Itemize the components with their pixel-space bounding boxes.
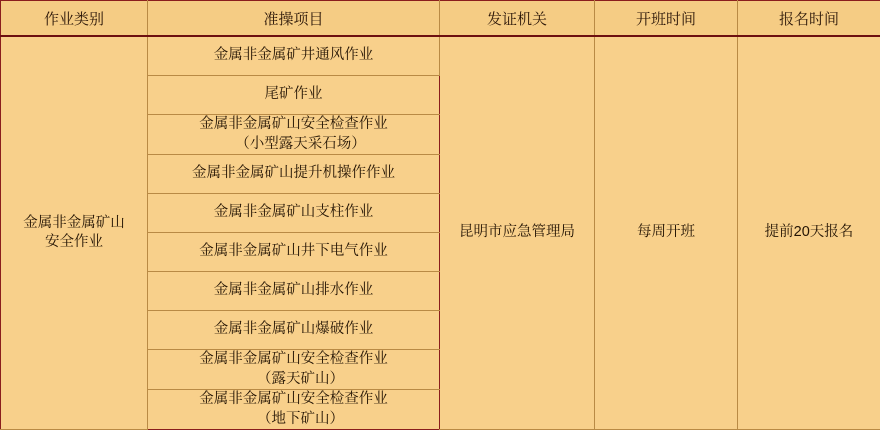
item-label: 金属非金属矿井通风作业 bbox=[213, 47, 374, 64]
cell-class-start: 每周开班 bbox=[595, 36, 738, 430]
cell-item bbox=[148, 194, 440, 233]
column-header-item: 准操项目 bbox=[148, 1, 440, 37]
cell-issuing-authority: 昆明市应急管理局 bbox=[440, 36, 595, 430]
cell-item bbox=[148, 115, 440, 155]
column-header-signup: 报名时间 bbox=[738, 1, 880, 37]
cell-item bbox=[148, 350, 440, 390]
item-label: 金属非金属矿山排水作业 bbox=[213, 282, 374, 299]
item-label: 金属非金属矿山爆破作业 bbox=[213, 321, 374, 338]
cell-item bbox=[148, 36, 440, 76]
column-header-category: 作业类别 bbox=[1, 1, 148, 37]
item-label-secondary: （露天矿山） bbox=[257, 370, 344, 387]
item-label-secondary: （地下矿山） bbox=[257, 410, 344, 427]
item-label: 金属非金属矿山安全检查作业 bbox=[199, 391, 388, 408]
item-label: 尾矿作业 bbox=[264, 86, 323, 103]
category-line-2: 安全作业 bbox=[45, 234, 103, 251]
category-line-1: 金属非金属矿山 bbox=[23, 214, 125, 231]
cell-item bbox=[148, 272, 440, 311]
cell-item bbox=[148, 233, 440, 272]
item-label: 金属非金属矿山安全检查作业 bbox=[199, 351, 388, 368]
cell-signup-time: 提前20天报名 bbox=[738, 36, 880, 430]
item-label: 金属非金属矿山安全检查作业 bbox=[199, 116, 388, 132]
cell-item bbox=[148, 155, 440, 194]
item-label: 金属非金属矿山提升机操作作业 bbox=[192, 165, 395, 182]
table-header-row bbox=[1, 1, 880, 37]
item-label-secondary: （小型露天采石场） bbox=[235, 135, 366, 152]
cell-item bbox=[148, 390, 440, 430]
cell-item bbox=[148, 76, 440, 115]
item-label: 金属非金属矿山支柱作业 bbox=[213, 204, 374, 221]
table-row bbox=[1, 36, 880, 76]
cell-category bbox=[1, 36, 148, 430]
cell-item bbox=[148, 311, 440, 350]
column-header-authority: 发证机关 bbox=[440, 1, 595, 37]
column-header-class-start: 开班时间 bbox=[595, 1, 738, 37]
item-label: 金属非金属矿山井下电气作业 bbox=[199, 243, 388, 260]
